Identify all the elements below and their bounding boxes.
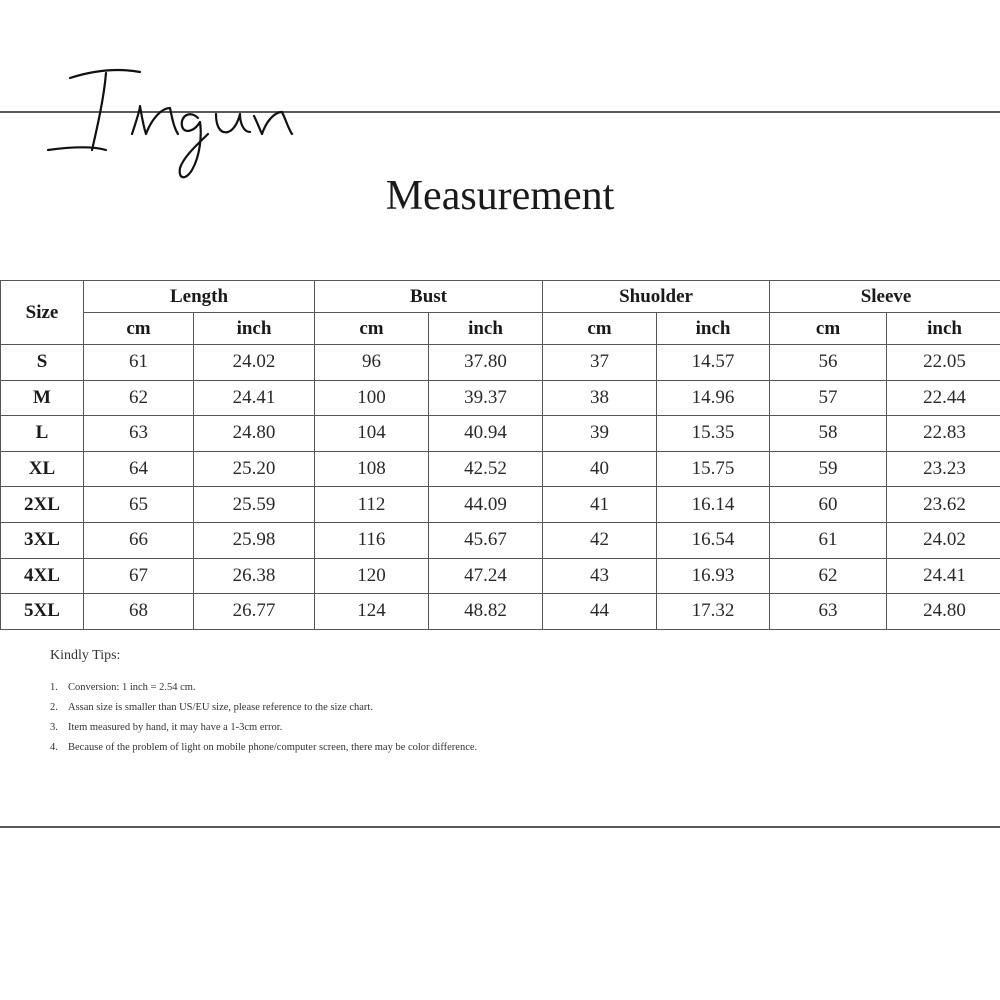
size-column-header: Size xyxy=(1,281,84,345)
tip-text: Conversion: 1 inch = 2.54 cm. xyxy=(68,682,196,693)
measurement-cell: 61 xyxy=(770,522,887,558)
measurement-cell: 17.32 xyxy=(657,594,770,630)
size-chart-table xyxy=(0,280,1000,630)
measurement-cell: 26.38 xyxy=(194,558,315,594)
measurement-cell: 42.52 xyxy=(429,451,543,487)
measurement-cell: 43 xyxy=(543,558,657,594)
measurement-cell: 37.80 xyxy=(429,345,543,381)
tip-number: 4. xyxy=(50,742,58,753)
measurement-cell: 23.23 xyxy=(887,451,1000,487)
table-row xyxy=(1,416,1000,452)
measurement-cell: 42 xyxy=(543,522,657,558)
page-title: Measurement xyxy=(385,173,615,219)
measurement-cell: 24.80 xyxy=(887,594,1000,630)
measurement-cell: 65 xyxy=(84,487,194,523)
tip-number: 1. xyxy=(50,682,58,693)
measurement-cell: 25.59 xyxy=(194,487,315,523)
measurement-cell: 59 xyxy=(770,451,887,487)
unit-header: cm xyxy=(543,313,657,345)
group-header-length: Length xyxy=(84,281,315,313)
bottom-divider xyxy=(0,826,1000,828)
tips-title: Kindly Tips: xyxy=(50,648,121,663)
measurement-cell: 39 xyxy=(543,416,657,452)
unit-header: cm xyxy=(770,313,887,345)
measurement-cell: 41 xyxy=(543,487,657,523)
measurement-cell: 16.14 xyxy=(657,487,770,523)
tip-item xyxy=(50,718,480,738)
measurement-cell: 66 xyxy=(84,522,194,558)
tip-item xyxy=(50,678,480,698)
measurement-cell: 44 xyxy=(543,594,657,630)
measurement-cell: 57 xyxy=(770,380,887,416)
measurement-cell: 56 xyxy=(770,345,887,381)
measurement-cell: 23.62 xyxy=(887,487,1000,523)
tip-item xyxy=(50,698,480,718)
size-label: 2XL xyxy=(1,487,84,523)
measurement-cell: 14.96 xyxy=(657,380,770,416)
measurement-cell: 61 xyxy=(84,345,194,381)
tip-item xyxy=(50,738,480,758)
measurement-cell: 67 xyxy=(84,558,194,594)
measurement-cell: 45.67 xyxy=(429,522,543,558)
table-row xyxy=(1,345,1000,381)
size-label: 5XL xyxy=(1,594,84,630)
unit-header: cm xyxy=(315,313,429,345)
measurement-cell: 96 xyxy=(315,345,429,381)
measurement-cell: 104 xyxy=(315,416,429,452)
measurement-cell: 24.41 xyxy=(194,380,315,416)
tip-text: Assan size is smaller than US/EU size, please reference to the size chart. xyxy=(68,702,373,713)
measurement-cell: 15.75 xyxy=(657,451,770,487)
tip-text: Item measured by hand, it may have a 1-3cm error. xyxy=(68,722,283,733)
measurement-cell: 44.09 xyxy=(429,487,543,523)
measurement-cell: 15.35 xyxy=(657,416,770,452)
kindly-tips xyxy=(50,648,480,758)
measurement-cell: 37 xyxy=(543,345,657,381)
size-label: M xyxy=(1,380,84,416)
tip-text: Because of the problem of light on mobile phone/computer screen, there may be color difference. xyxy=(68,742,478,753)
measurement-cell: 25.20 xyxy=(194,451,315,487)
unit-header: inch xyxy=(887,313,1000,345)
measurement-cell: 24.02 xyxy=(887,522,1000,558)
measurement-cell: 40.94 xyxy=(429,416,543,452)
table-row xyxy=(1,594,1000,630)
measurement-cell: 39.37 xyxy=(429,380,543,416)
unit-header: inch xyxy=(429,313,543,345)
measurement-cell: 58 xyxy=(770,416,887,452)
measurement-cell: 62 xyxy=(770,558,887,594)
measurement-cell: 22.44 xyxy=(887,380,1000,416)
measurement-cell: 22.05 xyxy=(887,345,1000,381)
table-row xyxy=(1,558,1000,594)
size-label: 3XL xyxy=(1,522,84,558)
table-row xyxy=(1,380,1000,416)
measurement-cell: 108 xyxy=(315,451,429,487)
measurement-cell: 116 xyxy=(315,522,429,558)
table-row xyxy=(1,451,1000,487)
size-label: 4XL xyxy=(1,558,84,594)
tips-list xyxy=(50,678,480,758)
measurement-cell: 124 xyxy=(315,594,429,630)
measurement-cell: 120 xyxy=(315,558,429,594)
measurement-cell: 63 xyxy=(84,416,194,452)
size-label: XL xyxy=(1,451,84,487)
measurement-cell: 22.83 xyxy=(887,416,1000,452)
measurement-cell: 63 xyxy=(770,594,887,630)
measurement-cell: 48.82 xyxy=(429,594,543,630)
size-label: L xyxy=(1,416,84,452)
measurement-cell: 16.54 xyxy=(657,522,770,558)
table-row xyxy=(1,487,1000,523)
unit-header: inch xyxy=(657,313,770,345)
group-header-shoulder: Shuolder xyxy=(543,281,770,313)
measurement-cell: 62 xyxy=(84,380,194,416)
measurement-cell: 14.57 xyxy=(657,345,770,381)
size-label: S xyxy=(1,345,84,381)
measurement-cell: 60 xyxy=(770,487,887,523)
measurement-cell: 38 xyxy=(543,380,657,416)
unit-header: inch xyxy=(194,313,315,345)
measurement-cell: 112 xyxy=(315,487,429,523)
tip-number: 3. xyxy=(50,722,58,733)
measurement-cell: 25.98 xyxy=(194,522,315,558)
measurement-cell: 47.24 xyxy=(429,558,543,594)
measurement-cell: 68 xyxy=(84,594,194,630)
group-header-sleeve: Sleeve xyxy=(770,281,1000,313)
measurement-cell: 24.41 xyxy=(887,558,1000,594)
measurement-cell: 40 xyxy=(543,451,657,487)
measurement-cell: 100 xyxy=(315,380,429,416)
measurement-cell: 64 xyxy=(84,451,194,487)
measurement-cell: 24.02 xyxy=(194,345,315,381)
table-row xyxy=(1,522,1000,558)
unit-header: cm xyxy=(84,313,194,345)
measurement-cell: 16.93 xyxy=(657,558,770,594)
brand-signature-logo xyxy=(40,52,300,192)
group-header-bust: Bust xyxy=(315,281,543,313)
tip-number: 2. xyxy=(50,702,58,713)
measurement-cell: 24.80 xyxy=(194,416,315,452)
measurement-cell: 26.77 xyxy=(194,594,315,630)
